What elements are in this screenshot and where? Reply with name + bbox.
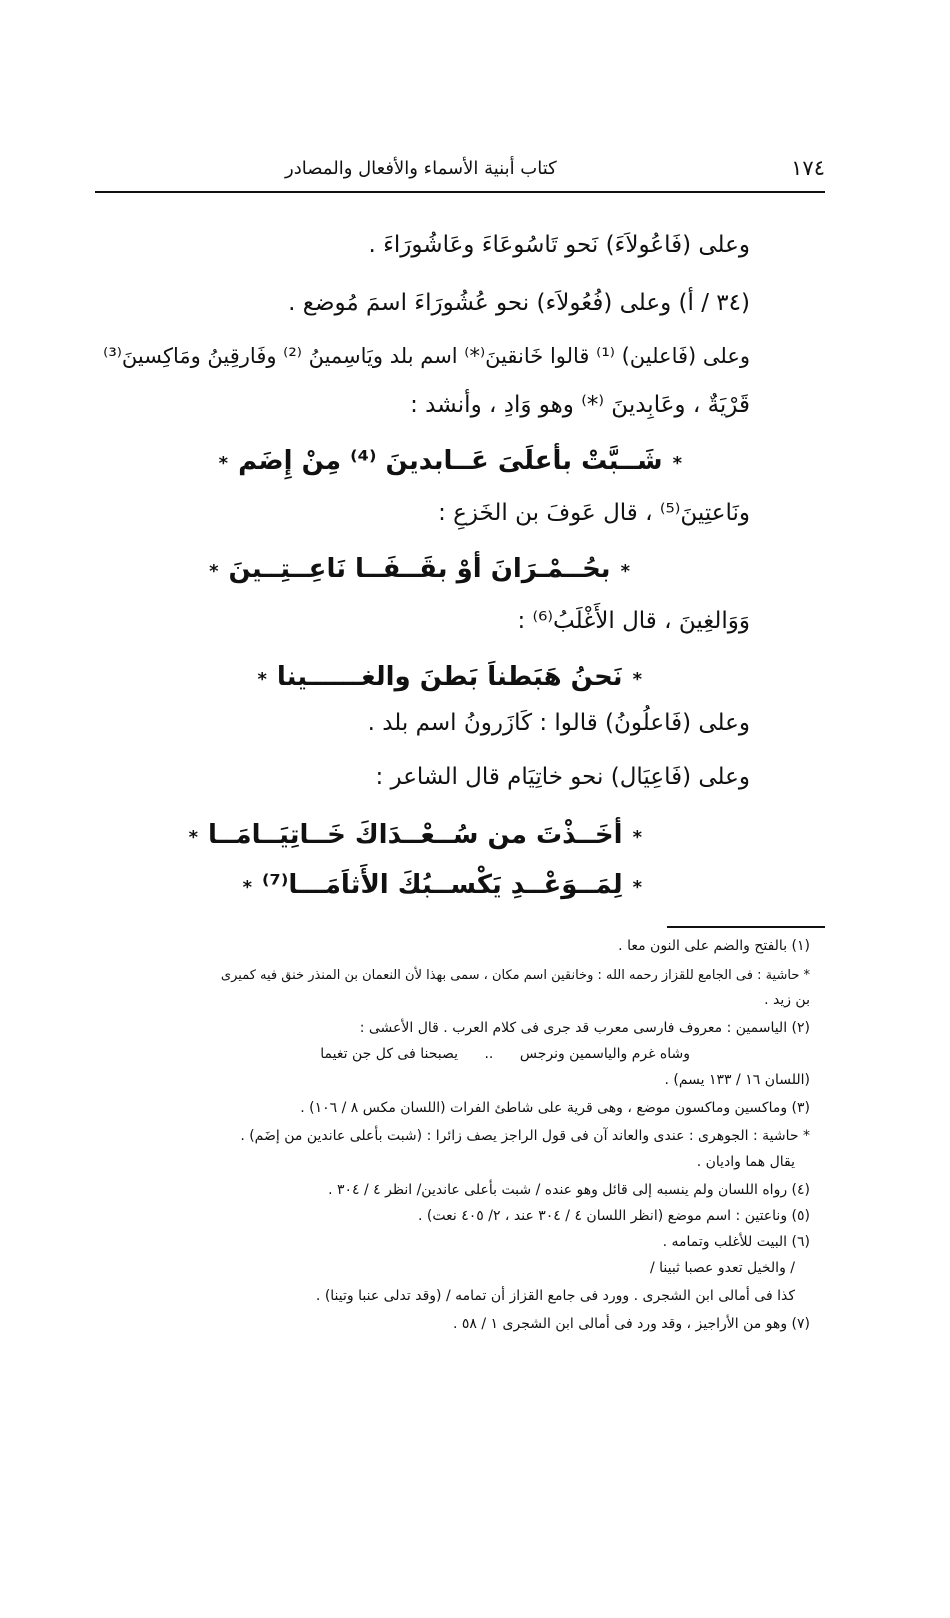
- footnote-verse-separator: ..: [484, 1046, 494, 1062]
- footnote: * حاشية : الجوهرى : عندى والعاند آن فى قول الراجز يصف زائرا : (شبت بأعلى عاندين من إضَم) .: [240, 1128, 810, 1144]
- body-line: (٣٤ / أ) وعلى (فُعُولاَء) نحو عُشُورَاءَ اسمَ مُوضع .: [288, 290, 750, 316]
- verse-text: شَــبَّتْ بأعلَىَ عَــابدينَ ⁽⁴⁾ مِنْ إِضَم: [238, 446, 663, 476]
- footnote: * حاشية : فى الجامع للقزاز رحمه الله : وخانقين اسم مكان ، سمى بهذا لأن النعمان بن المنذر خنق فيه كميرى: [220, 968, 810, 983]
- footnote: (٧) وهو من الأراجيز ، وقد ورد فى أمالى ابن الشجرى ١ / ٥٨ .: [452, 1316, 810, 1332]
- verse-star: *: [620, 561, 630, 582]
- footnote: (١) بالفتح والضم على النون معا .: [618, 938, 810, 954]
- footnote: (٦) البيت للأغلب وتمامه .: [662, 1234, 810, 1250]
- footnote: (اللسان ١٦ / ١٣٣ يسم) .: [664, 1072, 810, 1088]
- body-line: قَرْيَةٌ ، وعَابِدينَ ⁽*⁾ وهو وَادِ ، وأنشد :: [410, 392, 750, 418]
- body-line: وعلى (فَاعلين) ⁽¹⁾ قالوا خَانقينَ⁽*⁾ اسم بلد ويَاسِمينُ ⁽²⁾ وفَارقِينُ ومَاكِسينَ⁽³⁾: [103, 344, 750, 368]
- verse-star: *: [672, 453, 682, 474]
- verse-line: [179, 820, 652, 850]
- footnote-verse-second: يصبحنا فى كل جن تغيما: [320, 1046, 459, 1062]
- body-line: وَوَالغِينَ ، قال الأَغْلَبُ⁽⁶⁾ :: [517, 608, 750, 634]
- verse-text: أخَــذْتَ من سُــعْــدَاكَ خَــاتِيَــامَــا: [207, 820, 623, 850]
- verse-star: *: [632, 827, 642, 848]
- header-rule: [95, 191, 825, 193]
- verse-line: [247, 662, 652, 692]
- verse-star: *: [209, 561, 219, 582]
- page-header: [95, 150, 825, 192]
- body-line: وعلى (فَاعُولاَءَ) نَحو تَاسُوعَاءَ وعَاشُورَاءَ .: [368, 232, 750, 258]
- verse-star: *: [242, 877, 253, 898]
- footnote: كذا فى أمالى ابن الشجرى . وورد فى جامع القزاز أن تمامه / (وقد تدلى عنبا وتينا) .: [315, 1288, 795, 1304]
- footnote: بن زيد .: [764, 992, 810, 1008]
- verse-text: لِمَــوَعْــدِ يَكْســبُكَ الأَثاَمَـــا⁽⁷⁾: [262, 870, 623, 900]
- verse-line: [209, 446, 692, 476]
- footnote-verse-first: وشاه غرم والياسمين ونرجس: [519, 1046, 690, 1062]
- verse-star: *: [188, 827, 198, 848]
- footnote: (٣) وماكسين وماكسون موضع ، وهى قرية على شاطئ الفرات (اللسان مكس ٨ / ١٠٦) .: [300, 1100, 810, 1116]
- footnote-rule: [667, 926, 825, 928]
- footnote: (٢) الياسمين : معروف فارسى معرب قد جرى فى كلام العرب . قال الأعشى :: [359, 1020, 810, 1036]
- running-title: كتاب أبنية الأسماء والأفعال والمصادر: [285, 158, 557, 179]
- verse-star: *: [632, 669, 642, 690]
- body-line: وعلى (فَاعِيَال) نحو خاتِيَام قال الشاعر :: [375, 764, 750, 790]
- verse-text: بحُــمْـرَانَ أوْ بقَــفَــا نَاعِــتِــينَ: [228, 554, 611, 584]
- footnote: (٥) وناعتين : اسم موضع (انظر اللسان ٤ / ٣٠٤ عند ، ٢/ ٤٠٥ نعت) .: [417, 1208, 810, 1224]
- footnote: (٤) رواه اللسان ولم ينسبه إلى قائل وهو عنده / شبت بأعلى عاندين/ انظر ٤ / ٣٠٤ .: [328, 1182, 810, 1198]
- verse-text: نَحنُ هَبَطناَ بَطنَ والغــــــينا: [276, 662, 623, 692]
- body-line: وعلى (فَاعلُونُ) قالوا : كَازَرونُ اسم بلد .: [367, 710, 750, 736]
- verse-star: *: [218, 453, 229, 474]
- verse-line: [199, 554, 640, 584]
- footnote: يقال هما واديان .: [696, 1154, 795, 1170]
- verse-star: *: [257, 669, 267, 690]
- footnote: / والخيل تعدو عصبا ثبينا /: [649, 1260, 795, 1276]
- verse-star: *: [632, 877, 642, 898]
- body-line: ونَاعتِينَ⁽⁵⁾ ، قال عَوفَ بن الخَزعِ :: [438, 500, 750, 526]
- verse-line: [233, 870, 652, 900]
- footnote-verse: [320, 1046, 690, 1062]
- page-number: ١٧٤: [791, 156, 825, 180]
